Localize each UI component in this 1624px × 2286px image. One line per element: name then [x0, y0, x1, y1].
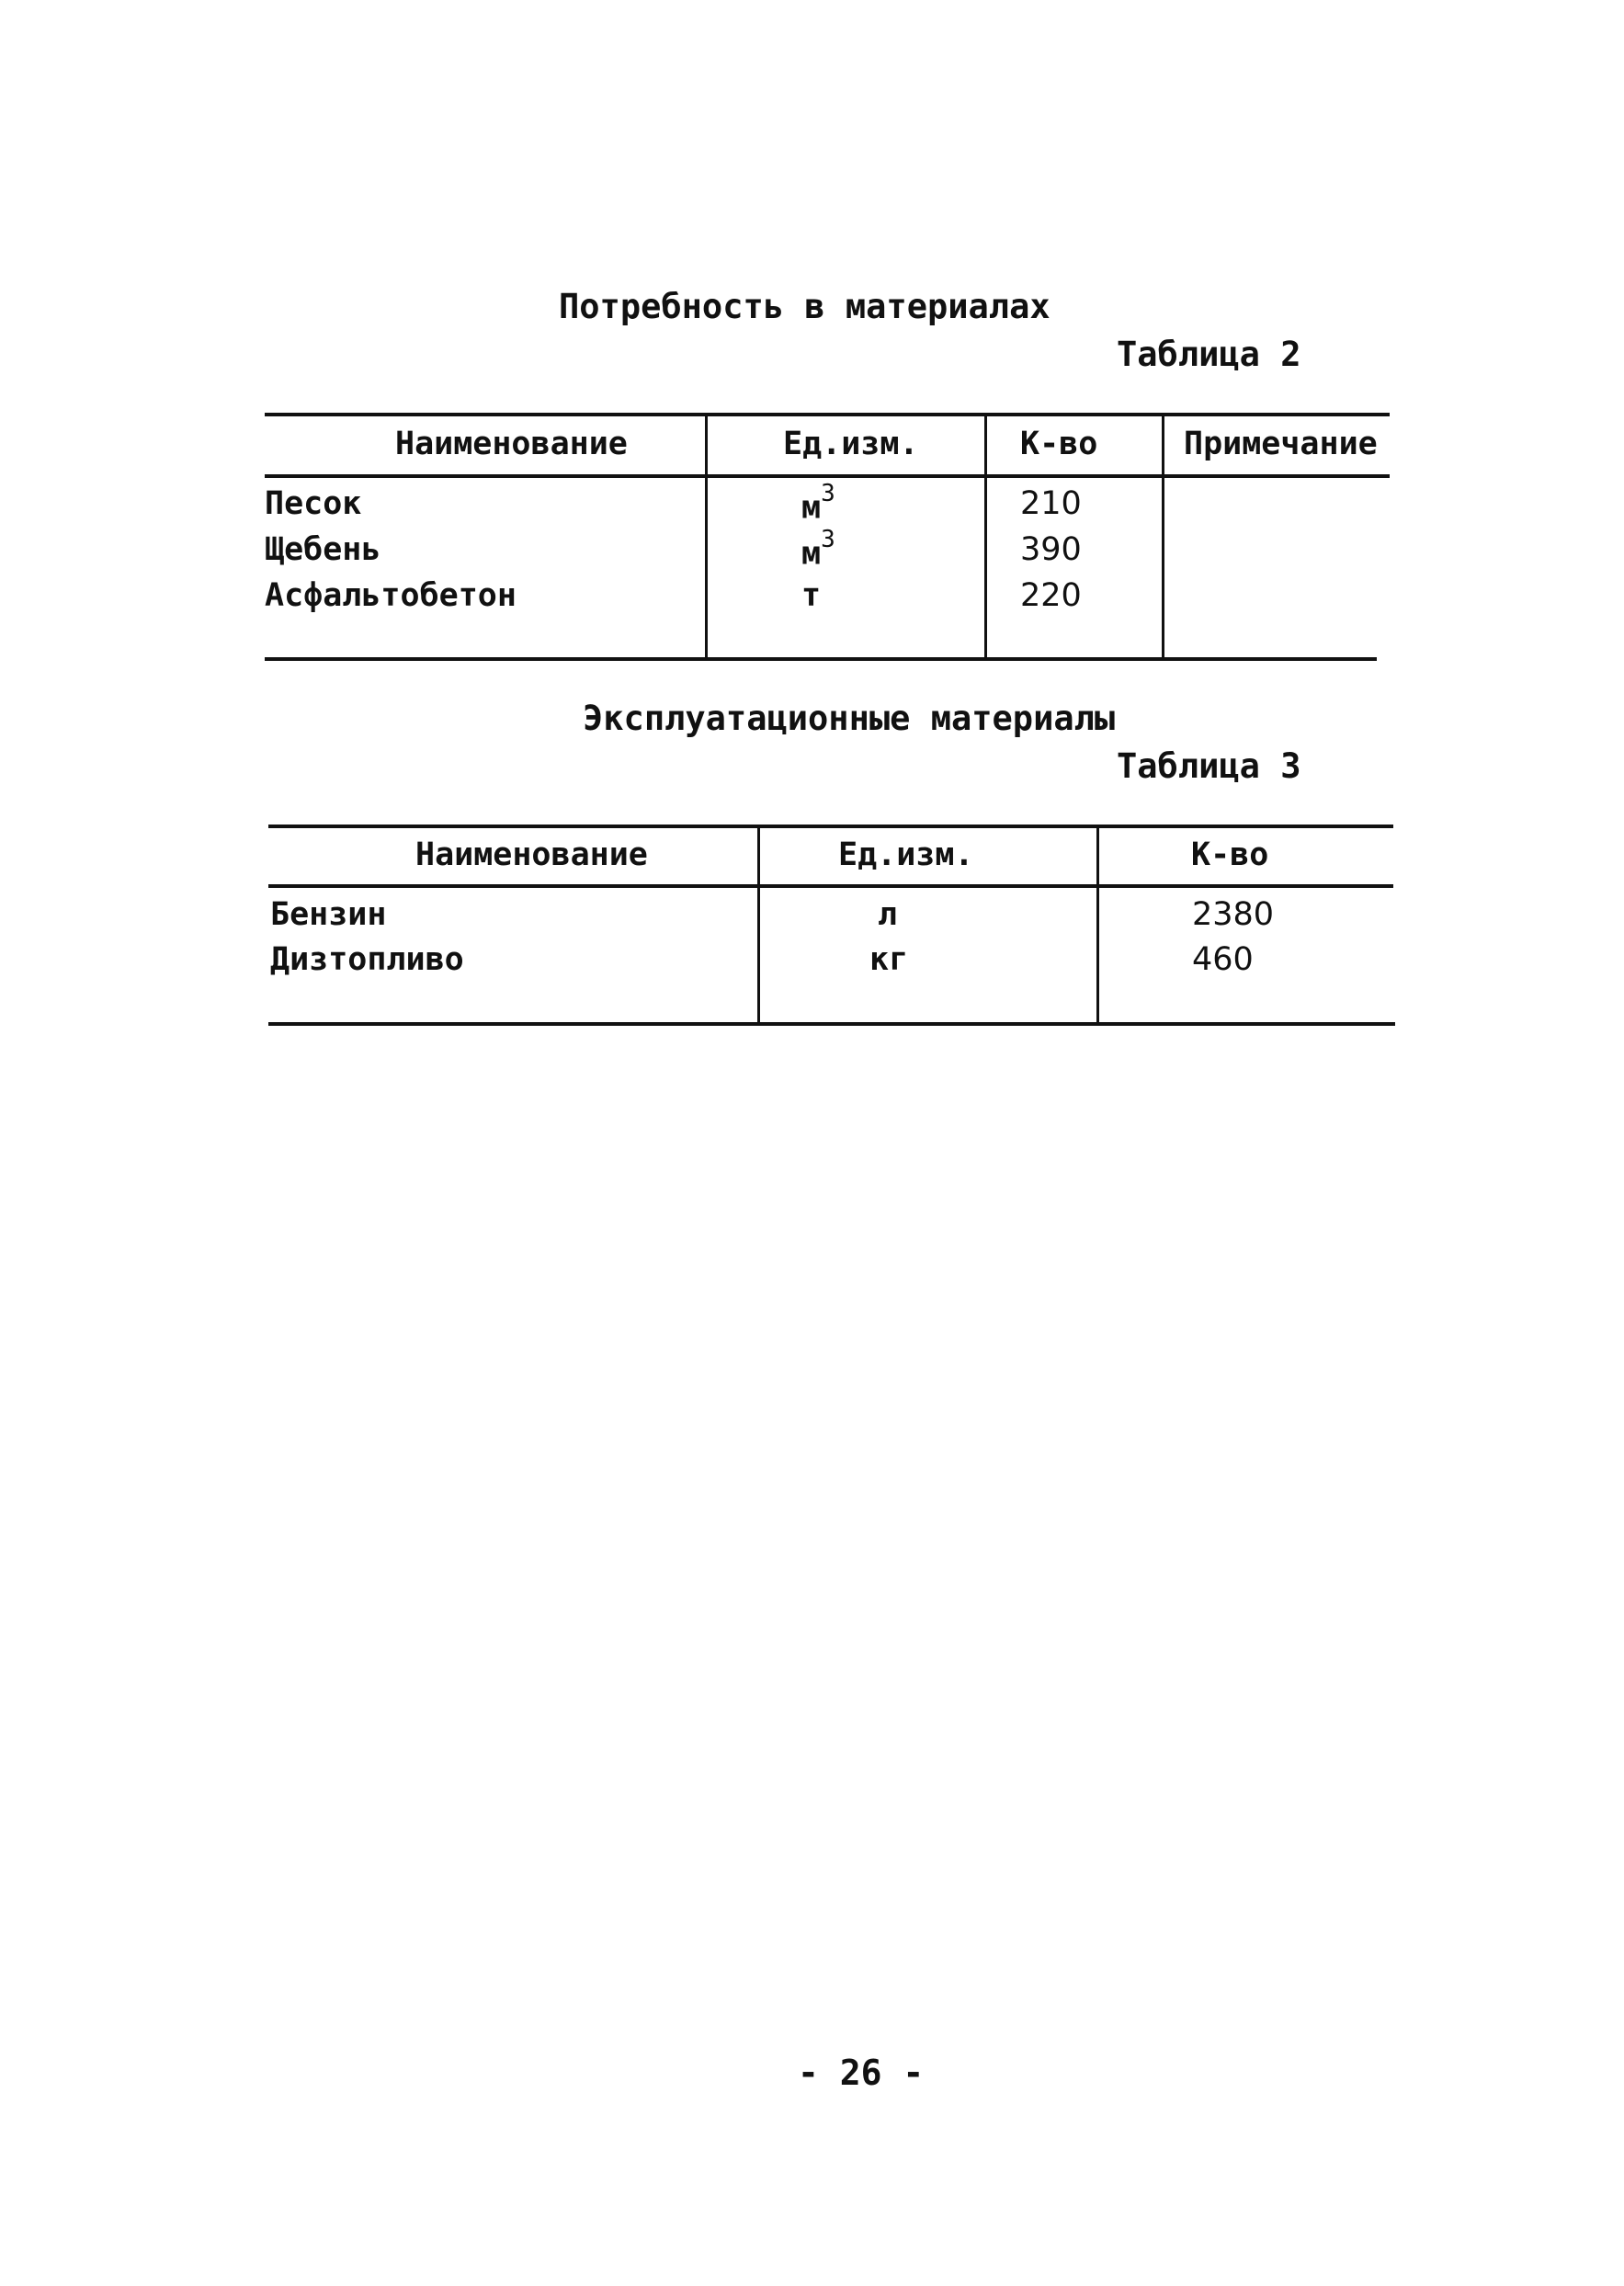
- table2-header-rule: [265, 474, 1390, 478]
- table3-row-qty: 2380: [1192, 896, 1275, 933]
- table3-row-name: Дизтопливо: [270, 941, 464, 978]
- table2-row-qty: 220: [1020, 577, 1082, 614]
- unit-exponent: 3: [821, 480, 835, 507]
- table3-header-unit: Ед.изм.: [838, 836, 974, 873]
- table3-row-unit: л: [878, 896, 898, 933]
- table3-header-name: Наименование: [415, 836, 648, 873]
- table3-row-name: Бензин: [270, 896, 387, 933]
- unit-symbol: м: [801, 489, 822, 527]
- table3-col-divider-1: [757, 826, 760, 1024]
- table2-col-divider-2: [984, 415, 987, 659]
- table3-header-qty: К-во: [1191, 836, 1269, 873]
- table2-header-note: Примечание: [1184, 426, 1378, 462]
- table2-row-unit: [801, 480, 835, 527]
- unit-symbol: т: [801, 577, 822, 614]
- table2-row-name: Щебень: [265, 531, 381, 568]
- table2-header-qty: К-во: [1020, 426, 1098, 462]
- table2-row-unit: [801, 577, 821, 614]
- unit-symbol: м: [801, 535, 822, 573]
- table2-col-divider-3: [1162, 415, 1164, 659]
- table2-row-qty: 390: [1020, 531, 1082, 568]
- table3-label: Таблица 3: [1117, 746, 1301, 786]
- table3-col-divider-2: [1096, 826, 1099, 1024]
- unit-exponent: 3: [821, 526, 835, 553]
- table2-row-name: Песок: [265, 485, 362, 522]
- table2-row-unit: [801, 526, 835, 573]
- table2-header-name: Наименование: [395, 426, 628, 462]
- table3-row-unit: кг: [869, 941, 909, 978]
- table3-bottom-rule: [268, 1022, 1395, 1026]
- table2-bottom-rule: [265, 657, 1377, 661]
- table3-top-rule: [268, 825, 1393, 828]
- table2-title: Потребность в материалах: [559, 287, 1050, 326]
- table2-row-name: Асфальтобетон: [265, 577, 517, 614]
- table3-header-rule: [268, 884, 1393, 888]
- table2-top-rule: [265, 413, 1390, 416]
- table2-row-qty: 210: [1020, 485, 1082, 522]
- table2-label: Таблица 2: [1117, 335, 1301, 374]
- table2-header-unit: Ед.изм.: [783, 426, 919, 462]
- page-number: - 26 -: [798, 2053, 925, 2093]
- table3-row-qty: 460: [1192, 941, 1254, 978]
- table2-col-divider-1: [705, 415, 708, 659]
- table3-title: Эксплуатационные материалы: [583, 699, 1116, 738]
